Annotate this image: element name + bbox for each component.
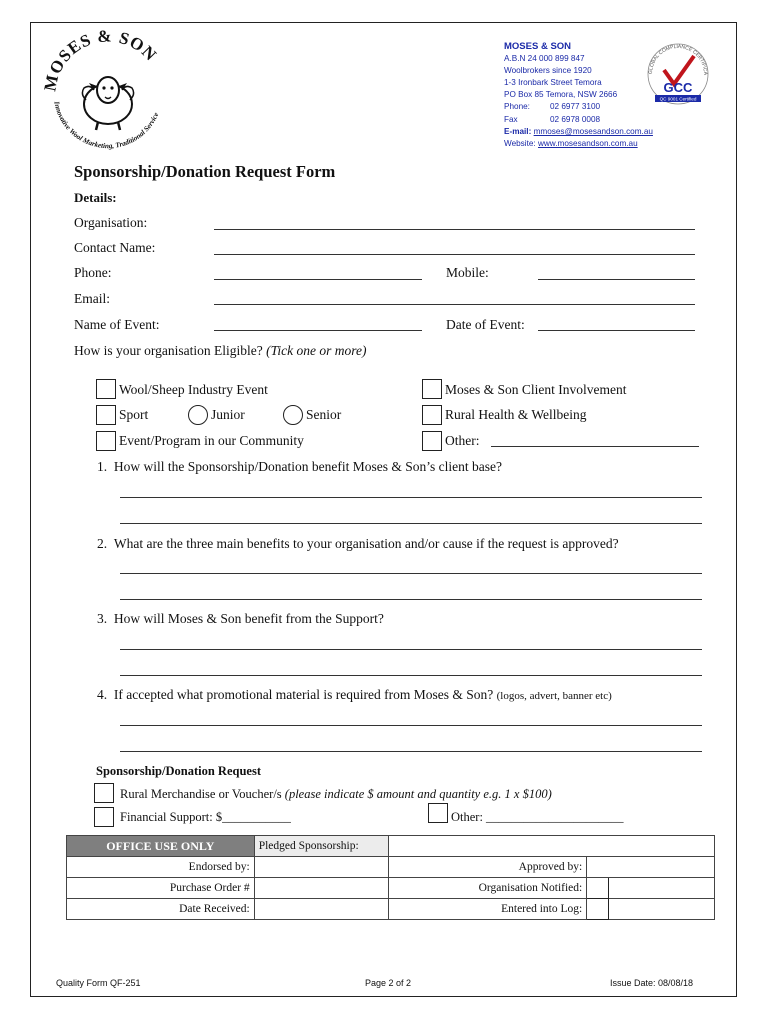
wool-event-checkbox[interactable]: [96, 379, 116, 399]
eligibility-question: [74, 343, 366, 359]
cert-code: GCC: [663, 80, 693, 95]
question-2: [97, 536, 619, 552]
company-abn: A.B.N 24 000 899 847: [504, 54, 585, 64]
table-row: [67, 899, 715, 920]
request-heading: Sponsorship/Donation Request: [96, 764, 261, 778]
answer-line[interactable]: [120, 573, 702, 574]
company-tagline: Woolbrokers since 1920: [504, 66, 592, 76]
phone-label: Phone:: [504, 102, 530, 112]
email-label: E-mail:: [504, 126, 532, 136]
sport-label: Sport: [119, 407, 149, 422]
footer-form-number: Quality Form QF-251: [56, 978, 141, 988]
answer-line[interactable]: [120, 725, 702, 726]
sheep-icon: [82, 77, 133, 130]
other-checkbox[interactable]: [422, 431, 442, 451]
eligibility-hint: (Tick one or more): [266, 343, 367, 358]
website-label: Website:: [504, 138, 536, 148]
company-street: 1-3 Ironbark Street Temora: [504, 78, 602, 88]
client-involvement-label: Moses & Son Client Involvement: [445, 382, 627, 397]
company-website-link[interactable]: www.mosesandson.com.au: [537, 138, 638, 148]
sport-checkbox[interactable]: [96, 405, 116, 425]
junior-radio[interactable]: [188, 405, 208, 425]
org-notified-label: Organisation Notified:: [388, 878, 587, 899]
org-notified-checkbox[interactable]: [587, 878, 609, 899]
question-text: What are the three main benefits to your organisation and/or cause if the request is approved?: [113, 536, 619, 551]
email-field[interactable]: [214, 304, 695, 305]
entered-log-checkbox[interactable]: [587, 899, 609, 920]
purchase-order-label: Purchase Order #: [67, 878, 255, 899]
company-email-link[interactable]: mmoses@mosesandson.com.au: [533, 126, 653, 136]
event-date-label: Date of Event:: [446, 317, 525, 332]
company-name: MOSES & SON: [504, 41, 572, 52]
phone-field-label: Phone:: [74, 265, 112, 280]
company-po-box: PO Box 85 Temora, NSW 2666: [504, 90, 618, 100]
question-text: If accepted what promotional material is required from Moses & Son?: [113, 687, 494, 702]
table-row: [67, 857, 715, 878]
office-use-table: [66, 835, 715, 920]
date-received-label: Date Received:: [67, 899, 255, 920]
senior-label: Senior: [306, 407, 342, 422]
mobile-field[interactable]: [538, 279, 695, 280]
question-text: How will Moses & Son benefit from the Support?: [113, 611, 384, 626]
table-row: [67, 878, 715, 899]
community-event-label: Event/Program in our Community: [119, 433, 304, 448]
organisation-label: Organisation:: [74, 215, 148, 230]
email-field-label: Email:: [74, 291, 110, 306]
request-other-checkbox[interactable]: [428, 803, 448, 823]
client-involvement-checkbox[interactable]: [422, 379, 442, 399]
question-number: 2.: [97, 536, 108, 551]
senior-radio[interactable]: [283, 405, 303, 425]
event-name-label: Name of Event:: [74, 317, 160, 332]
cert-ring-text: GLOBAL COMPLIANCE CERTIFICA: [647, 43, 709, 75]
approved-value-cell[interactable]: [587, 857, 715, 878]
wool-event-label: Wool/Sheep Industry Event: [119, 382, 268, 397]
cert-sub: QC 9001 Certified: [659, 96, 697, 102]
endorsed-value-cell[interactable]: [254, 857, 388, 878]
contact-name-field[interactable]: [214, 254, 695, 255]
community-event-checkbox[interactable]: [96, 431, 116, 451]
company-fax: 02 6978 0008: [550, 114, 601, 124]
phone-field[interactable]: [214, 279, 422, 280]
answer-line[interactable]: [120, 751, 702, 752]
company-info: [504, 41, 653, 150]
answer-line[interactable]: [120, 523, 702, 524]
junior-label: Junior: [211, 407, 245, 422]
financial-support-label: Financial Support: $___________: [120, 810, 291, 824]
question-4: [97, 687, 612, 703]
merchandise-checkbox[interactable]: [94, 783, 114, 803]
fax-label: Fax: [504, 114, 518, 124]
logo-motto-text: Innovative Wool Marketing, Traditional Service: [52, 100, 161, 151]
question-number: 3.: [97, 611, 108, 626]
question-3: [97, 611, 384, 627]
purchase-order-value-cell[interactable]: [254, 878, 388, 899]
form-title: Sponsorship/Donation Request Form: [74, 162, 336, 181]
event-name-field[interactable]: [214, 330, 422, 331]
contact-name-label: Contact Name:: [74, 240, 156, 255]
entered-log-label: Entered into Log:: [388, 899, 587, 920]
footer-issue-date: Issue Date: 08/08/18: [610, 978, 694, 988]
table-row: [67, 836, 715, 857]
question-number: 4.: [97, 687, 108, 702]
office-use-header: OFFICE USE ONLY: [67, 836, 255, 857]
details-heading: Details:: [74, 190, 117, 205]
other-field[interactable]: [491, 446, 699, 447]
merchandise-label: Rural Merchandise or Voucher/s: [120, 787, 282, 801]
answer-line[interactable]: [120, 675, 702, 676]
endorsed-label: Endorsed by:: [67, 857, 255, 878]
event-date-field[interactable]: [538, 330, 695, 331]
answer-line[interactable]: [120, 649, 702, 650]
merchandise-hint: (please indicate $ amount and quantity e.g. 1 x $100): [284, 787, 552, 801]
financial-support-checkbox[interactable]: [94, 807, 114, 827]
answer-line[interactable]: [120, 599, 702, 600]
footer-page-number: Page 2 of 2: [365, 978, 412, 988]
pledged-value-cell[interactable]: [388, 836, 714, 857]
rural-health-checkbox[interactable]: [422, 405, 442, 425]
other-label: Other:: [445, 433, 480, 448]
question-number: 1.: [97, 459, 108, 474]
question-text: How will the Sponsorship/Donation benefit Moses & Son’s client base?: [113, 459, 502, 474]
date-received-value-cell[interactable]: [254, 899, 388, 920]
question-note: (logos, advert, banner etc): [496, 690, 612, 702]
eligibility-question-text: How is your organisation Eligible?: [74, 343, 263, 358]
entered-log-value-cell[interactable]: [609, 899, 715, 920]
approved-label: Approved by:: [388, 857, 587, 878]
request-other-label: Other: ______________________: [451, 810, 624, 824]
pledged-label: Pledged Sponsorship:: [254, 836, 388, 857]
company-phone: 02 6977 3100: [550, 102, 601, 112]
rural-health-label: Rural Health & Wellbeing: [445, 407, 587, 422]
organisation-field[interactable]: [214, 229, 695, 230]
logo-brand-text: MOSES & SON: [40, 28, 161, 93]
moses-son-logo: [38, 28, 178, 154]
mobile-label: Mobile:: [446, 265, 489, 280]
answer-line[interactable]: [120, 497, 702, 498]
question-1: [97, 459, 502, 475]
merchandise-option: [120, 787, 552, 802]
org-notified-value-cell[interactable]: [609, 878, 715, 899]
gcc-certification-badge: [644, 38, 712, 108]
